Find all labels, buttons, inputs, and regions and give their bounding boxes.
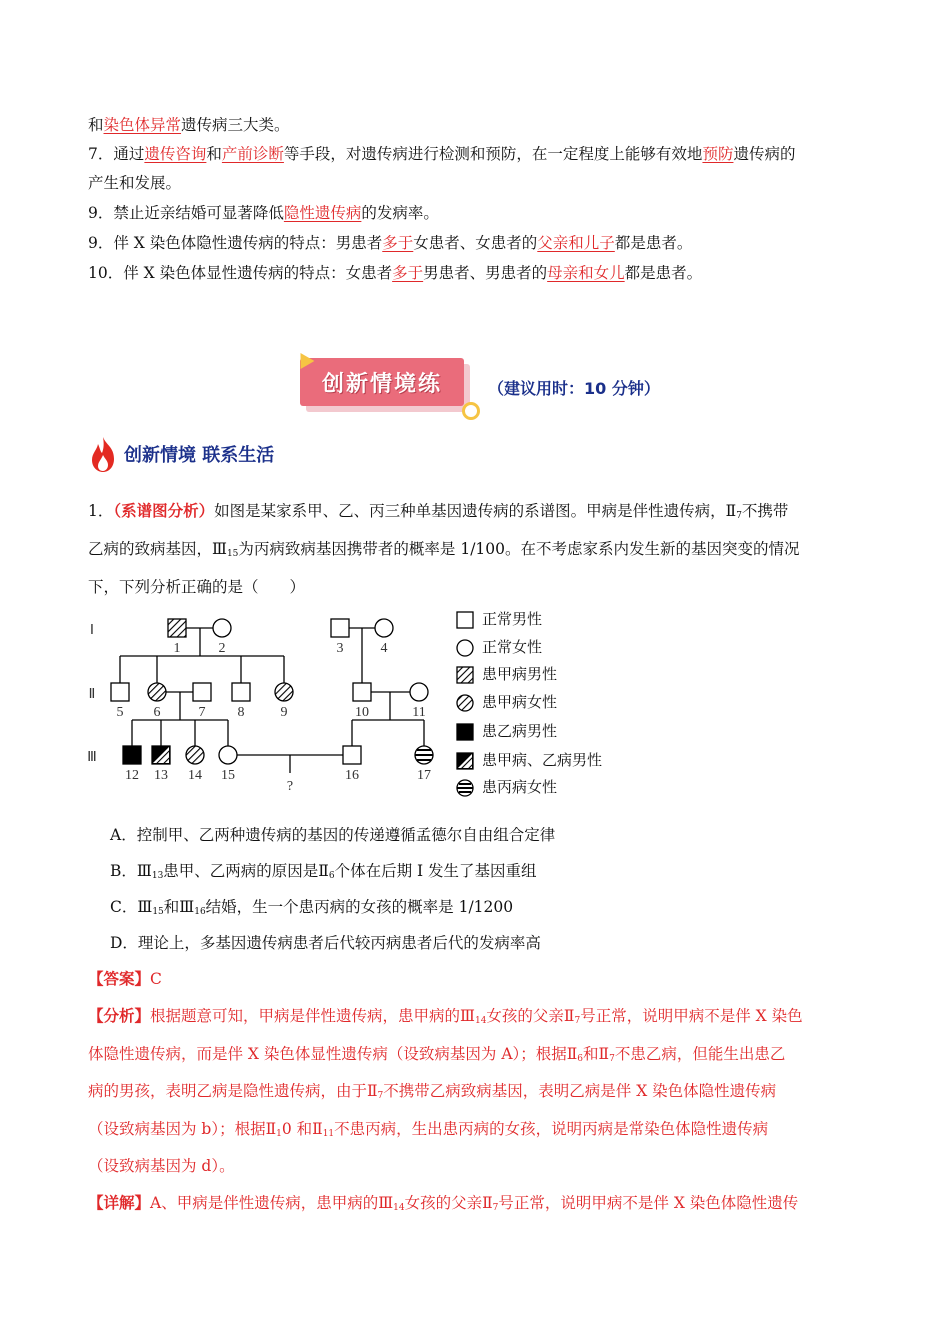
answer-value: C <box>150 970 162 988</box>
text: 下，下列分析正确的是（ ） <box>88 578 306 596</box>
text: 号正常，说明甲病不是伴 X 染色体隐性遗传 <box>498 1194 799 1212</box>
text: 不患乙病，但能生出患乙 <box>614 1045 786 1063</box>
individual-11 <box>410 683 428 701</box>
legend-label: 正常女性 <box>482 638 543 656</box>
disease-a-male-icon <box>456 666 474 684</box>
section-banner <box>300 358 470 414</box>
subscript: 7 <box>492 1203 499 1213</box>
subscript: 11 <box>322 1129 335 1139</box>
analysis-tag: 【分析】 <box>88 1006 151 1025</box>
text: 9．伴 X 染色体隐性遗传病的特点：男患者 <box>88 234 383 252</box>
text: 7．通过 <box>88 145 145 163</box>
text: 女患者、女患者的 <box>413 234 538 252</box>
normal-male-icon <box>456 611 474 629</box>
text: 结婚，生一个患丙病的女孩的概率是 1/1200 <box>205 898 514 916</box>
legend-label: 患甲病女性 <box>482 693 558 711</box>
question-tag: （系谱图分析） <box>113 501 215 520</box>
subscript: 13 <box>151 871 164 881</box>
id-label: ? <box>286 779 294 794</box>
text: 和 <box>88 116 104 134</box>
detail-tag: 【详解】 <box>88 1193 151 1212</box>
text: 都是患者。 <box>614 234 693 252</box>
analysis-line <box>88 1118 768 1145</box>
subscript: 6 <box>328 871 335 881</box>
normal-female-icon <box>456 639 474 657</box>
legend-label: 患丙病女性 <box>482 778 558 796</box>
answer-blank: 产前诊断 <box>221 145 284 163</box>
text: 都是患者。 <box>624 264 703 282</box>
text: C．Ⅲ <box>110 898 153 916</box>
banner-title: 创新情境练 <box>300 358 464 406</box>
question-line <box>88 500 788 527</box>
question-line <box>88 538 800 565</box>
text: 和Ⅲ <box>163 898 195 916</box>
section-title: 创新情境 联系生活 <box>124 445 275 466</box>
analysis-line <box>88 1155 235 1177</box>
text: 遗传病三大类。 <box>181 116 290 134</box>
text: 不携带 <box>741 502 789 520</box>
individual-12 <box>123 746 141 764</box>
individual-2 <box>213 619 231 637</box>
id-label: 1 <box>173 641 181 656</box>
subscript: 7 <box>574 1016 581 1026</box>
id-label: 7 <box>198 705 206 720</box>
answer-tag: 【答案】 <box>88 969 151 988</box>
individual-9 <box>275 683 293 701</box>
analysis-line <box>88 1043 785 1070</box>
individual-3 <box>331 619 349 637</box>
generation-label: Ⅱ <box>88 687 96 702</box>
option-text: D．理论上，多基因遗传病患者后代较丙病患者后代的发病率高 <box>110 934 541 952</box>
id-label: 6 <box>153 705 161 720</box>
individual-5 <box>111 683 129 701</box>
analysis-line <box>88 1005 803 1032</box>
text: 体隐性遗传病，而是伴 X 染色体显性遗传病（设致病基因为 A）；根据Ⅱ <box>88 1045 578 1063</box>
text: 0 和Ⅱ <box>281 1120 323 1138</box>
answer-blank: 预防 <box>702 145 734 163</box>
legend-label: 患乙病男性 <box>482 722 558 740</box>
text: 号正常，说明甲病不是伴 X 染色 <box>580 1007 803 1025</box>
answer-blank: 父亲和儿子 <box>537 234 615 252</box>
id-label: 14 <box>188 768 202 783</box>
answer-blank: 染色体异常 <box>103 116 182 134</box>
text: 如图是某家系甲、乙、丙三种单基因遗传病的系谱图。甲病是伴性遗传病，Ⅱ <box>214 502 737 520</box>
subscript: 14 <box>393 1203 405 1213</box>
section-heading <box>88 434 274 474</box>
id-label: 10 <box>355 705 369 720</box>
subscript: 15 <box>152 907 164 917</box>
text: 等手段，对遗传病进行检测和预防，在一定程度上能够有效地 <box>283 145 703 163</box>
subscript: 6 <box>577 1054 584 1064</box>
text: 乙病的致病基因，Ⅲ <box>88 540 227 558</box>
individual-6 <box>148 683 166 701</box>
subscript: 14 <box>474 1016 487 1026</box>
subscript: 7 <box>377 1091 384 1101</box>
disease-c-female-icon <box>456 779 474 797</box>
text: 为丙病致病基因携带者的概率是 1/100。在不考虑家系内发生新的基因突变的情况 <box>238 540 800 558</box>
answer-line <box>88 968 162 990</box>
id-label: 9 <box>280 705 288 720</box>
text: 患甲、乙两病的原因是Ⅱ <box>163 862 329 880</box>
text: 不患丙病，生出患丙病的女孩，说明丙病是常染色体隐性遗传病 <box>334 1120 769 1138</box>
id-label: 2 <box>218 641 226 656</box>
id-label: 4 <box>380 641 388 656</box>
id-label: 12 <box>125 768 139 783</box>
text: 病的男孩，表明乙病是隐性遗传病，由于Ⅱ <box>88 1082 378 1100</box>
generation-label: Ⅲ <box>87 750 97 765</box>
text-line <box>88 202 439 224</box>
individual-14 <box>186 746 204 764</box>
id-label: 17 <box>417 768 431 783</box>
text: 9．禁止近亲结婚可显著降低 <box>88 204 284 222</box>
text: 和Ⅱ <box>583 1045 610 1063</box>
analysis-line <box>88 1080 776 1107</box>
text: 根据题意可知，甲病是伴性遗传病，患甲病的Ⅲ <box>150 1007 475 1025</box>
answer-blank: 多于 <box>392 264 424 282</box>
ring-icon <box>462 402 480 420</box>
option-text: A．控制甲、乙两种遗传病的基因的传递遵循孟德尔自由组合定律 <box>110 826 556 844</box>
answer-blank: 母亲和女儿 <box>547 264 625 282</box>
legend-label: 患甲病、乙病男性 <box>482 751 603 769</box>
individual-4 <box>375 619 393 637</box>
text: 和 <box>206 145 222 163</box>
flame-icon <box>88 435 118 473</box>
option-c <box>110 896 513 923</box>
text: （设致病基因为 b）；根据Ⅱ <box>88 1120 277 1138</box>
text-line <box>88 262 702 284</box>
subscript: 15 <box>226 549 239 559</box>
id-label: 5 <box>116 705 124 720</box>
id-label: 11 <box>412 705 426 720</box>
individual-1 <box>168 619 186 637</box>
text: 女孩的父亲Ⅱ <box>486 1007 575 1025</box>
time-suggestion: （建议用时：10 分钟） <box>488 379 660 398</box>
text: 遗传病的 <box>733 145 796 163</box>
answer-blank: 多于 <box>382 234 414 252</box>
id-label: 8 <box>237 705 245 720</box>
text-line <box>88 232 692 254</box>
answer-blank: 隐性遗传病 <box>283 204 362 222</box>
text: 个体在后期 I 发生了基因重组 <box>334 862 537 880</box>
answer-blank: 遗传咨询 <box>144 145 207 163</box>
question-line <box>88 576 305 598</box>
subscript: 1 <box>276 1129 282 1139</box>
generation-label: Ⅰ <box>89 623 95 638</box>
text-line <box>88 114 290 136</box>
subscript: 16 <box>194 907 206 917</box>
subscript: 7 <box>736 511 742 521</box>
text-line <box>88 143 795 165</box>
option-b <box>110 860 537 887</box>
text: （设致病基因为 d）。 <box>88 1157 235 1175</box>
individual-10 <box>353 683 371 701</box>
text-line <box>88 172 181 194</box>
option-d <box>110 932 541 954</box>
subscript: 7 <box>609 1054 615 1064</box>
individual-8 <box>232 683 250 701</box>
text: 的发病率。 <box>361 204 439 222</box>
id-label: 15 <box>221 768 235 783</box>
disease-ab-male-icon <box>456 752 474 770</box>
individual-16 <box>343 746 361 764</box>
disease-a-female-icon <box>456 694 474 712</box>
id-label: 13 <box>154 768 168 783</box>
text: 10．伴 X 染色体显性遗传病的特点：女患者 <box>88 264 393 282</box>
text: 男患者、男患者的 <box>423 264 548 282</box>
text: 产生和发展。 <box>88 174 182 192</box>
individual-7 <box>193 683 211 701</box>
legend-label: 正常男性 <box>482 610 543 628</box>
text: 女孩的父亲Ⅱ <box>404 1194 493 1212</box>
text: B．Ⅲ <box>110 862 152 880</box>
individual-15 <box>219 746 237 764</box>
text: A、甲病是伴性遗传病，患甲病的Ⅲ <box>150 1194 394 1212</box>
text: 不携带乙病致病基因，表明乙病是伴 X 染色体隐性遗传病 <box>383 1082 777 1100</box>
detail-line <box>88 1192 798 1219</box>
legend-label: 患甲病男性 <box>482 665 558 683</box>
question-number: 1． <box>88 502 114 520</box>
id-label: 16 <box>345 768 359 783</box>
disease-b-male-icon <box>456 723 474 741</box>
pedigree-chart <box>80 606 450 796</box>
option-a <box>110 824 555 846</box>
id-label: 3 <box>336 641 344 656</box>
